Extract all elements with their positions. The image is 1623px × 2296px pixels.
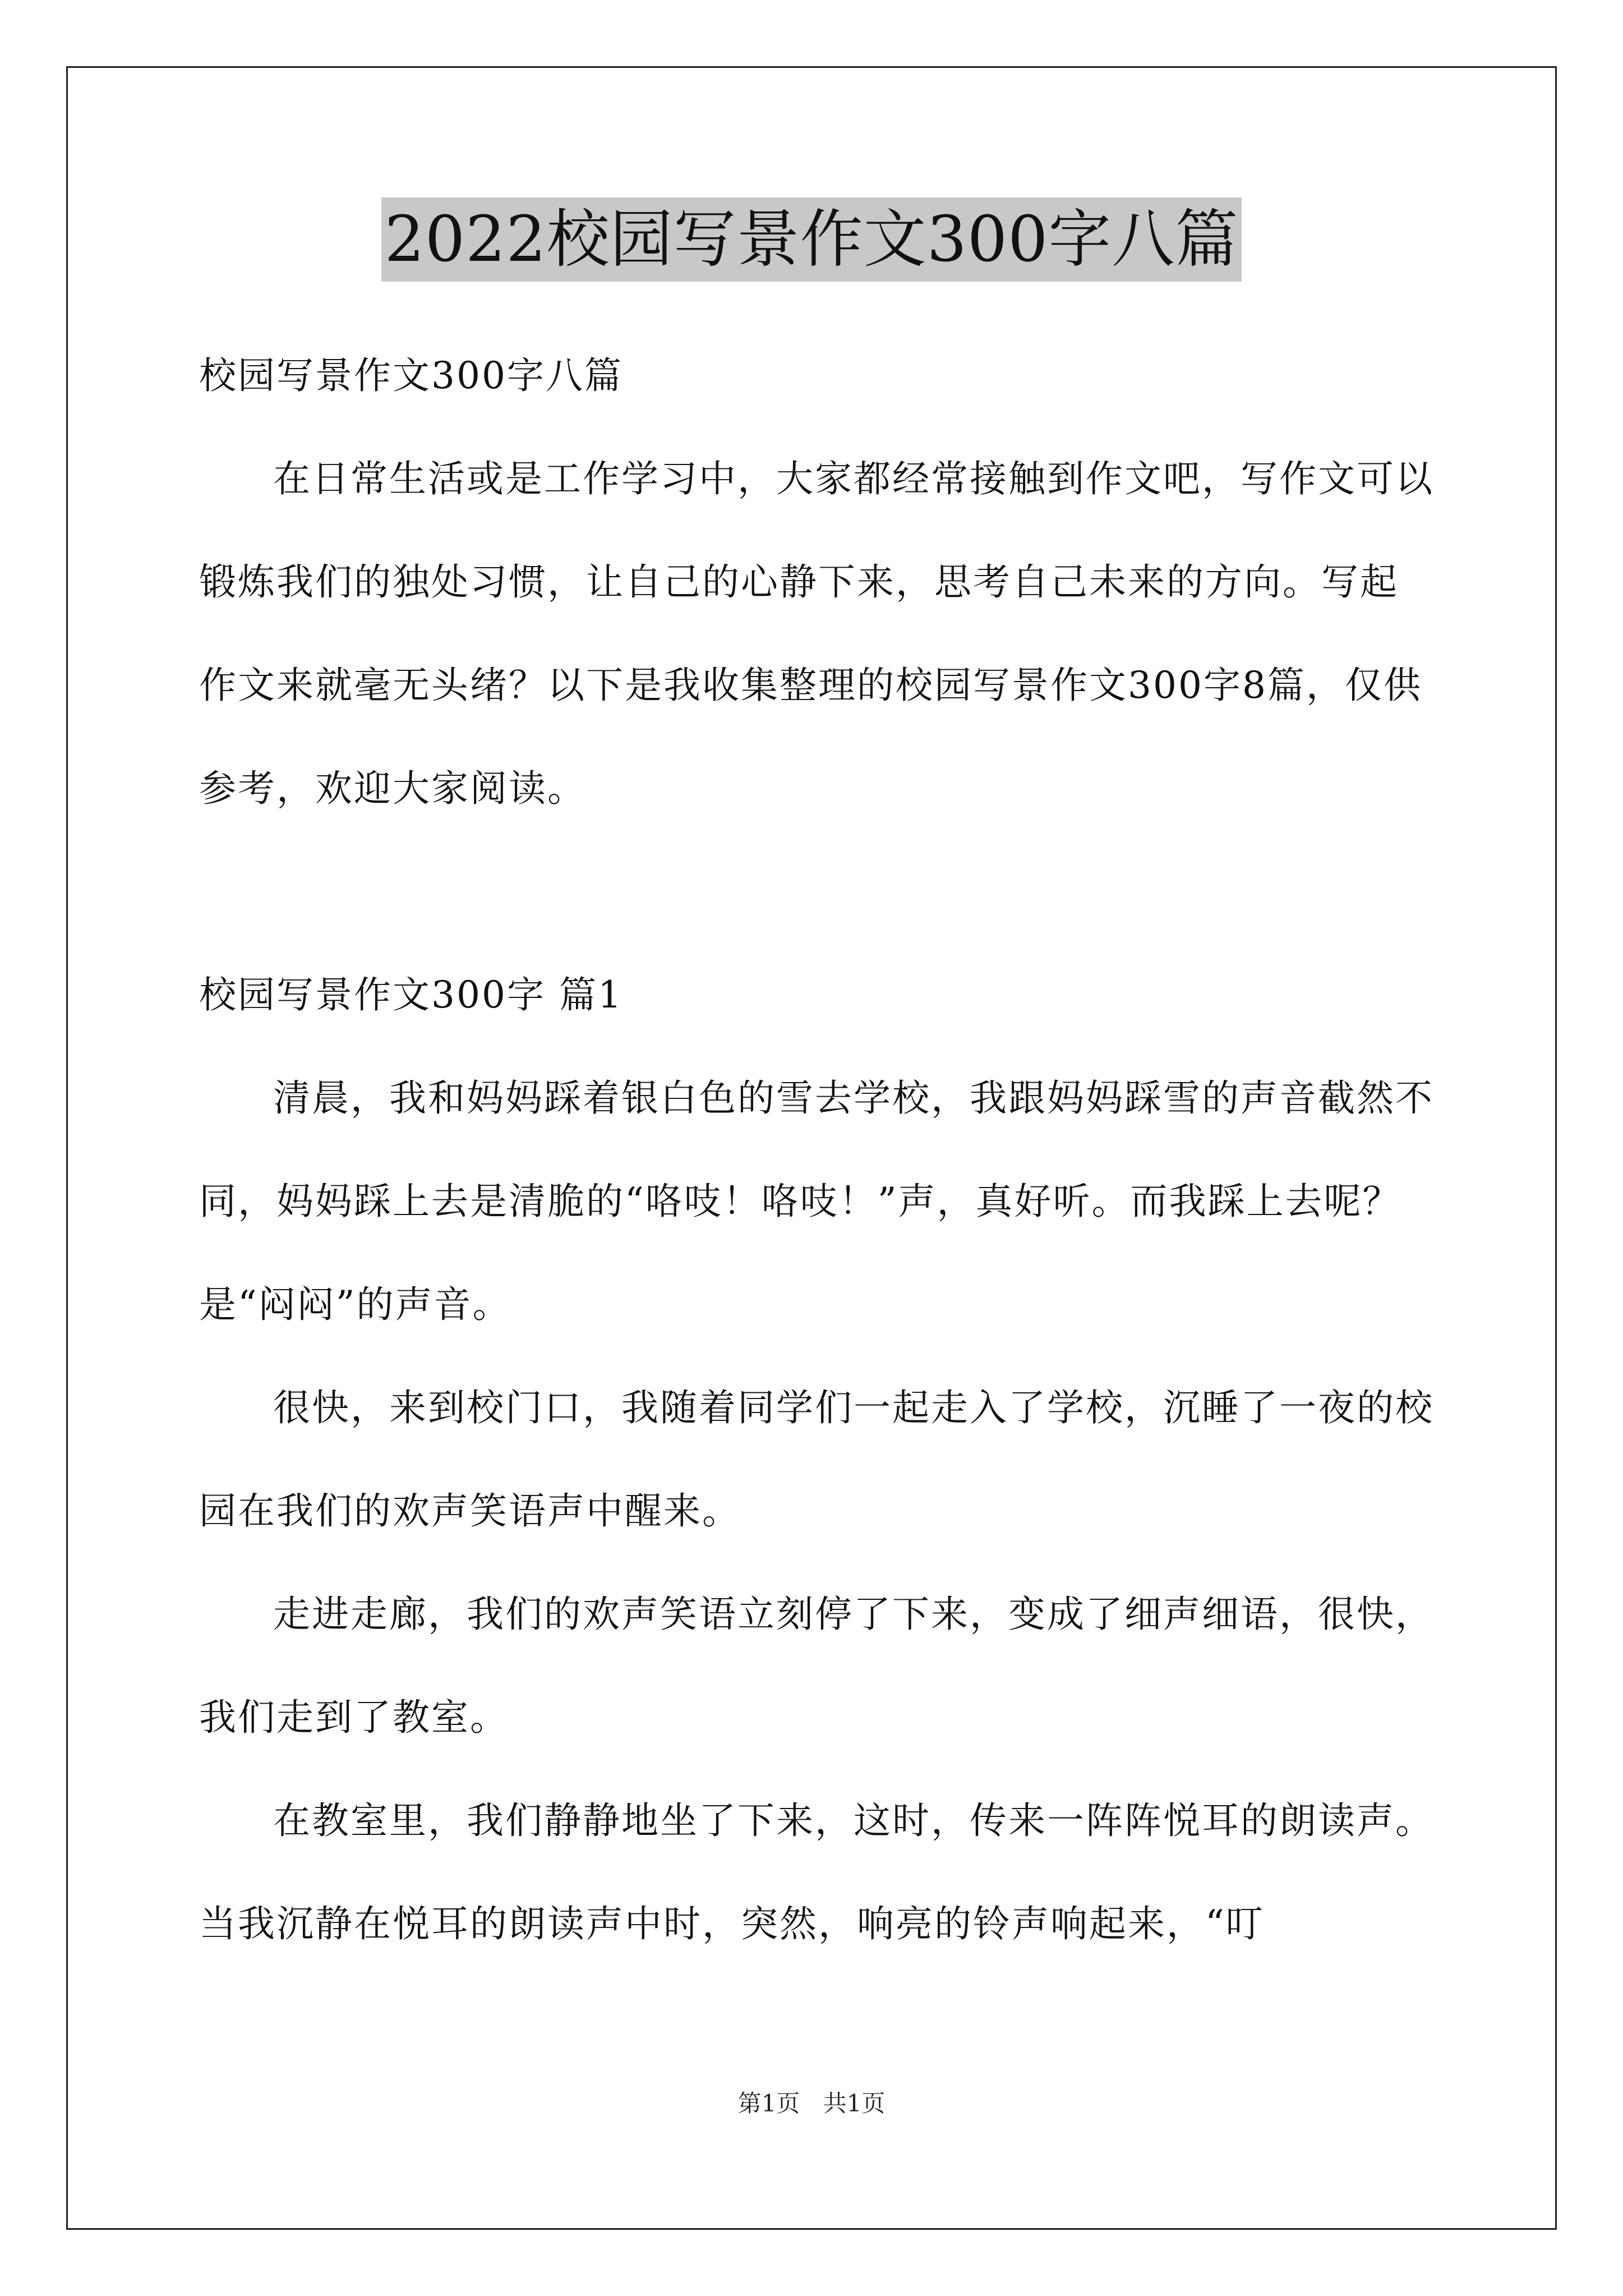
- section-heading: 校园写景作文300字 篇1: [199, 973, 623, 1016]
- page-number: 第1页: [737, 2090, 800, 2117]
- intro-paragraph: 在日常生活或是工作学习中，大家都经常接触到作文吧，写作文可以锻炼我们的独处习惯，让自己的心静下来，思考自己未来的方向。写起作文来就毫无头绪？以下是我收集整理的校园写景作文300字8篇，仅供参考，欢迎大家阅读。: [199, 457, 1434, 810]
- page-footer: [0, 2087, 1623, 2120]
- document-body: [199, 324, 1436, 1976]
- title-container: [0, 197, 1623, 282]
- body-paragraph: 很快，来到校门口，我随着同学们一起走入了学校，沉睡了一夜的校园在我们的欢声笑语声中醒来。: [199, 1386, 1434, 1533]
- subtitle: 校园写景作文300字八篇: [199, 354, 623, 397]
- document-title: 2022校园写景作文300字八篇: [381, 197, 1242, 282]
- page-total: 共1页: [823, 2090, 886, 2117]
- body-paragraph: 在教室里，我们静静地坐了下来，这时，传来一阵阵悦耳的朗读声。当我沉静在悦耳的朗读声中时，突然，响亮的铃声响起来，“叮: [199, 1799, 1434, 1945]
- body-paragraph: 清晨，我和妈妈踩着银白色的雪去学校，我跟妈妈踩雪的声音截然不同，妈妈踩上去是清脆的“咯吱！咯吱！”声，真好听。而我踩上去呢？是“闷闷”的声音。: [199, 1076, 1434, 1326]
- body-paragraph: 走进走廊，我们的欢声笑语立刻停了下来，变成了细声细语，很快，我们走到了教室。: [199, 1593, 1434, 1739]
